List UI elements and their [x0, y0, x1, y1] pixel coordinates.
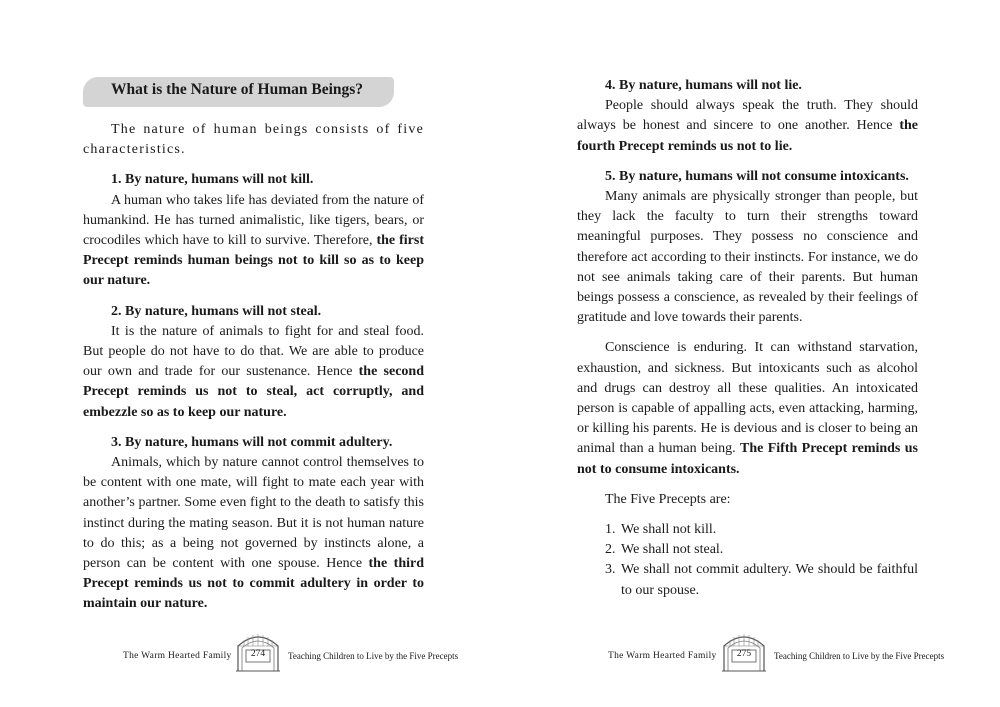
heading-5: 5. By nature, humans will not consume intoxicants.	[605, 168, 909, 184]
paragraph-2	[83, 322, 424, 423]
left-column	[83, 120, 424, 615]
footer-book-title: The Warm Hearted Family	[123, 651, 232, 661]
list-number: 3.	[605, 562, 616, 578]
list-text: We shall not commit adultery. We should be faithful to our spouse.	[621, 562, 918, 598]
heading-4: 4. By nature, humans will not lie.	[605, 78, 802, 93]
right-footer	[500, 632, 1000, 672]
paragraph-1-text: A human who takes life has deviated from the nature of humankind. He has turned animalistic, like tigers, bears, or crocodiles which have to kill to survive. Therefore,	[83, 192, 424, 249]
paragraph-2-text: It is the nature of animals to fight for and steal food. But people do not have to do that. We are able to produce our own and trade for our sustenance. Hence	[83, 323, 424, 380]
section-title: What is the Nature of Human Beings?	[83, 77, 394, 107]
list-text: We shall not kill.	[621, 522, 717, 538]
paragraph-4-text: People should always speak the truth. They should always be honest and sincere to one another. Hence	[577, 98, 918, 134]
heading-2: 2. By nature, humans will not steal.	[111, 303, 322, 319]
list-number: 2.	[605, 542, 616, 558]
paragraph-1	[83, 191, 424, 292]
paragraph-5: Many animals are physically stronger than people, but they lack the faculty to turn their strengths toward meaningful purposes. They possess no conscience and therefore act according to their instincts. For instance, we do not see animals taking care of their parents. But human beings possess a conscience, as revealed by their feelings of gratitude and love towards their parents.	[577, 189, 918, 326]
heading-3: 3. By nature, humans will not commit adultery.	[111, 434, 393, 450]
list-item	[577, 540, 918, 560]
page-number: 274	[250, 649, 266, 659]
footer-subtitle: Teaching Children to Live by the Five Precepts	[774, 651, 945, 661]
paragraph-3-bold: the third Precept reminds us not to commit adultery in order to maintain our nature.	[83, 556, 424, 612]
paragraph-3-text: Animals, which by nature cannot control themselves to be content with one mate, will fight to mate each year with another’s partner. Some even fight to the death to satisfy this instinct during the mating season. But it is not human nature to do this; as a being not governed by instincts alone, a person can be content with one spouse. Hence	[83, 455, 424, 572]
paragraph-3	[83, 453, 424, 615]
precepts-list	[577, 520, 918, 601]
list-item	[577, 560, 918, 600]
paragraph-4-bold: the fourth Precept reminds us not to lie.	[577, 118, 918, 154]
list-text: We shall not steal.	[621, 542, 724, 558]
footer-subtitle: Teaching Children to Live by the Five Precepts	[288, 651, 459, 661]
precepts-intro: The Five Precepts are:	[605, 491, 731, 507]
intro-paragraph: The nature of human beings consists of five characteristics.	[83, 122, 424, 158]
footer-book-title: The Warm Hearted Family	[608, 651, 717, 661]
right-page	[500, 0, 1000, 707]
list-item	[577, 520, 918, 540]
paragraph-4	[577, 96, 918, 157]
paragraph-6	[577, 338, 918, 479]
left-footer	[0, 632, 500, 672]
paragraph-6-text: Conscience is enduring. It can withstand starvation, exhaustion, and sickness. But intoxicants such as alcohol and drugs can destroy all these qualities. An intoxicated person is capable of appalling acts, even attacking, harming, or killing his parents. He is devious and is closer to being an animal than a human being.	[577, 340, 918, 457]
list-number: 1.	[605, 522, 616, 538]
heading-1: 1. By nature, humans will not kill.	[111, 172, 314, 188]
paragraph-2-bold: the second Precept reminds us not to steal, act corruptly, and embezzle so as to keep our nature.	[83, 364, 424, 420]
page-number: 275	[736, 649, 752, 659]
paragraph-1-bold: the first Precept reminds human beings not to kill so as to keep our nature.	[83, 233, 424, 289]
paragraph-6-bold: The Fifth Precept reminds us not to consume intoxicants.	[577, 441, 918, 477]
right-column	[577, 76, 918, 601]
